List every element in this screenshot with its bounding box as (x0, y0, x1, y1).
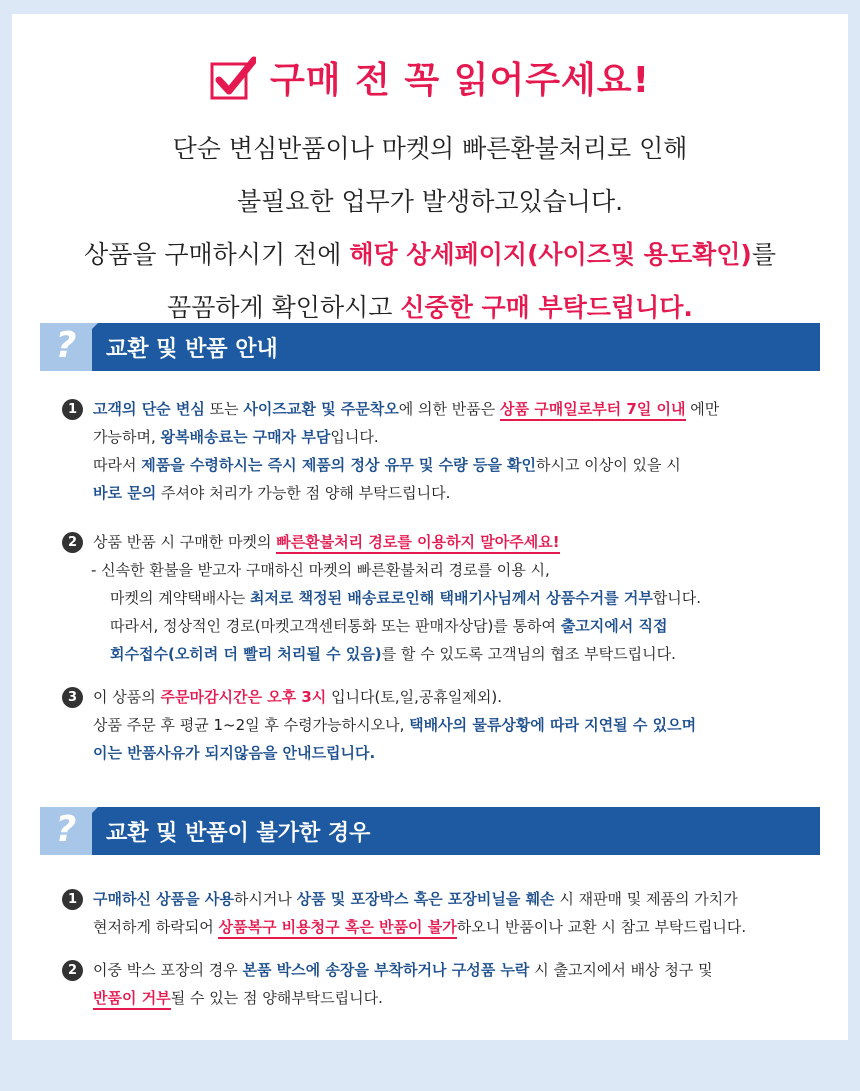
intro-highlight: 해당 상세페이지(사이즈및 용도확인) (349, 240, 752, 269)
text-span: 를 할 수 있도록 고객님의 협조 부탁드립니다. (381, 645, 676, 663)
text-span: 왕복배송료는 구매자 부담 (160, 428, 331, 446)
text-span: 따라서, 정상적인 경로(마켓고객센터통화 또는 판매자상담)를 통하여 (110, 617, 561, 635)
notice-item (62, 528, 822, 668)
text-span: 에만 (685, 400, 720, 418)
text-span: 또는 (204, 400, 244, 418)
number-badge: 2 (62, 960, 83, 981)
section-label: 교환 및 반품 안내 (106, 337, 278, 362)
text-span: 합니다. (652, 589, 702, 607)
text-span: 하시고 이상이 있을 시 (536, 456, 681, 474)
text-span: 구매하신 상품을 사용 (93, 890, 234, 908)
intro-line-3 (0, 228, 860, 281)
text-span: 이는 반품사유가 되지않음을 안내드립니다. (93, 744, 376, 762)
text-span: 시 출고지에서 배상 청구 및 (529, 961, 713, 979)
text-span: 하오니 반품이나 교환 시 참고 부탁드립니다. (456, 918, 747, 936)
text-span: 상품 구매일로부터 7일 이내 (500, 400, 686, 421)
number-badge: 3 (62, 687, 83, 708)
notice-item (62, 683, 822, 767)
text-span: 가능하며, (93, 428, 161, 446)
text-span: 회수접수(오히려 더 빨리 처리될 수 있음) (110, 645, 382, 663)
section-label: 교환 및 반품이 불가한 경우 (106, 821, 371, 846)
notice-item (62, 956, 822, 1012)
text-span: 주셔야 처리가 가능한 점 양해 부탁드립니다. (156, 484, 451, 502)
text-span: 고객의 단순 변심 (93, 400, 205, 418)
text-span: 상품 및 포장박스 혹은 포장비닐을 훼손 (296, 890, 555, 908)
text-span: 출고지에서 직접 (560, 617, 668, 635)
notice-item (62, 395, 822, 507)
text-span: 상품복구 비용청구 혹은 반품이 불가 (218, 918, 456, 939)
question-mark: ? (55, 809, 77, 850)
text-span: 최저로 책정된 배송료로인해 택배기사님께서 상품수거를 거부 (249, 589, 653, 607)
text-span: 바로 문의 (93, 484, 157, 502)
text-span: 입니다. (330, 428, 379, 446)
text-span: 에 의한 반품은 (398, 400, 501, 418)
text-span: 반품이 거부 (93, 989, 171, 1010)
notice-title (0, 52, 860, 104)
text-span: 사이즈교환 및 주문착오 (243, 400, 399, 418)
intro-text-span: 를 (751, 240, 776, 269)
intro-highlight: 신중한 구매 부탁드립니다. (400, 293, 693, 325)
text-span: 시 재판매 및 제품의 가치가 (554, 890, 738, 908)
number-badge: 1 (62, 399, 83, 420)
number-badge: 2 (62, 532, 83, 553)
text-span: 이중 박스 포장의 경우 (93, 961, 243, 979)
intro-line-2: 불필요한 업무가 발생하고있습니다. (236, 187, 624, 216)
intro-text-span: 꼼꼼하게 확인하시고 (167, 293, 401, 322)
title-text: 구매 전 꼭 읽어주세요! (269, 60, 650, 101)
text-span: 상품 주문 후 평균 1~2일 후 수령가능하시오나, (93, 716, 410, 734)
text-span: 따라서 (93, 456, 142, 474)
intro-text (0, 122, 860, 334)
header-notch (92, 807, 98, 813)
text-span: 입니다(토,일,공휴일제외). (326, 688, 502, 706)
question-icon (40, 807, 92, 855)
text-span: 마켓의 계약택배사는 (110, 589, 250, 607)
checkbox-check-icon (210, 56, 256, 100)
text-span: 될 수 있는 점 양해부탁드립니다. (170, 989, 383, 1007)
text-span: 하시거나 (233, 890, 297, 908)
text-span: 이 상품의 (93, 688, 161, 706)
intro-text-span: 상품을 구매하시기 전에 (83, 240, 350, 269)
text-span: 본품 박스에 송장을 부착하거나 구성품 누락 (242, 961, 530, 979)
question-mark: ? (55, 325, 77, 366)
text-span: 주문마감시간은 오후 3시 (160, 688, 327, 706)
question-icon (40, 323, 92, 371)
header-notch (92, 323, 98, 329)
text-span: - 신속한 환불을 받고자 구매하신 마켓의 빠른환불처리 경로를 이용 시, (91, 561, 550, 579)
text-span: 빠른환불처리 경로를 이용하지 말아주세요! (276, 533, 559, 554)
text-span: 제품을 수령하시는 즉시 제품의 정상 유무 및 수량 등을 확인 (141, 456, 537, 474)
text-span: 현저하게 하락되어 (93, 918, 219, 936)
notice-item (62, 885, 822, 941)
intro-line-1: 단순 변심반품이나 마켓의 빠른환불처리로 인해 (172, 134, 688, 163)
text-span: 상품 반품 시 구매한 마켓의 (93, 533, 277, 551)
text-span: 택배사의 물류상황에 따라 지연될 수 있으며 (409, 716, 697, 734)
section-header-exchange-return (40, 323, 820, 371)
number-badge: 1 (62, 889, 83, 910)
section-header-not-allowed (40, 807, 820, 855)
